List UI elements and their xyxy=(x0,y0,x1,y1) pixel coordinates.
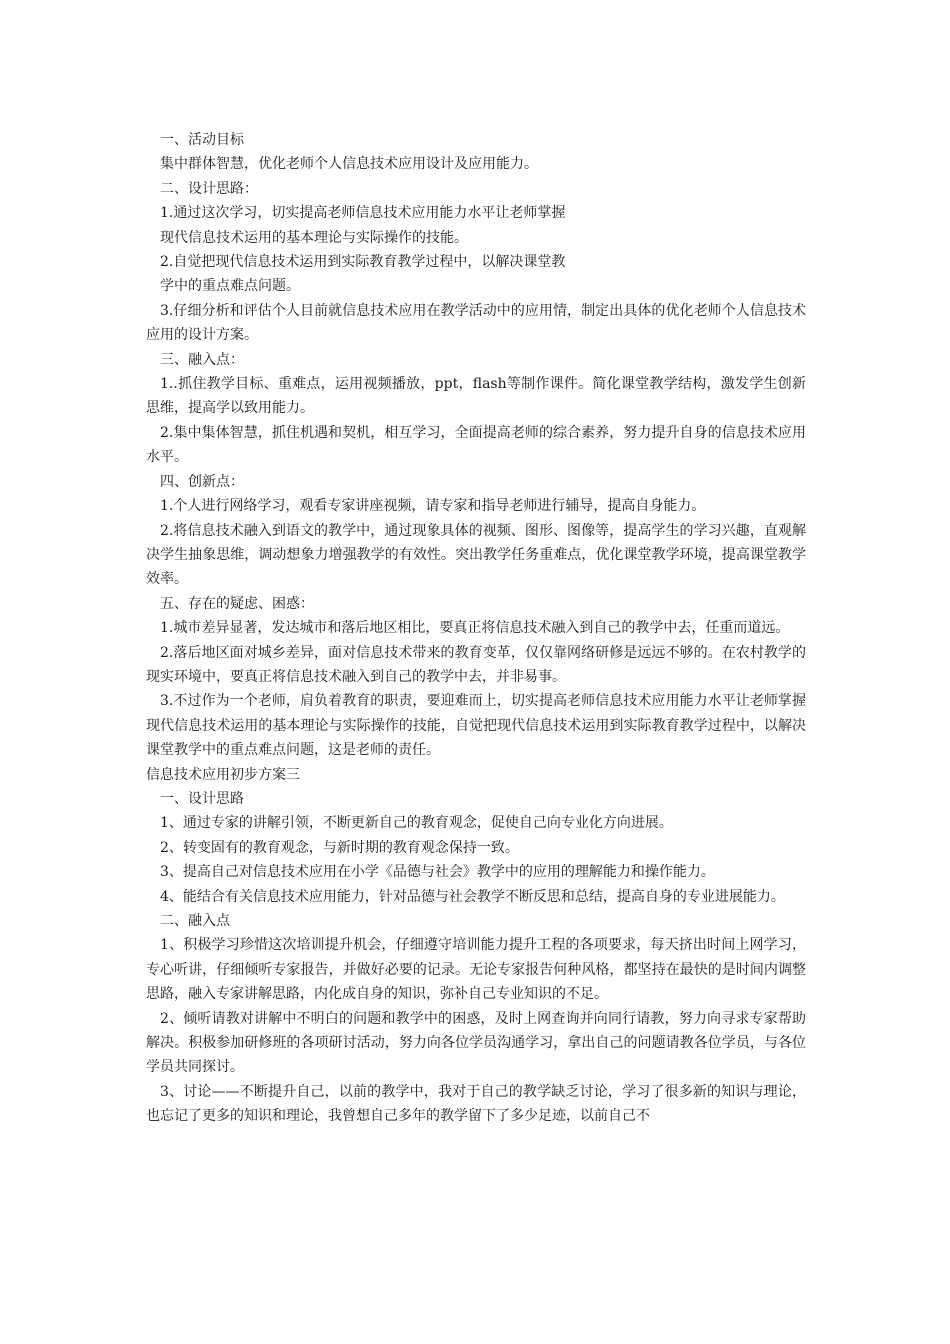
heading-design-idea: 二、设计思路： xyxy=(160,180,258,197)
heading-innovation-point: 四、创新点： xyxy=(160,473,244,490)
paragraph: 3.不过作为一个老师，肩负着教育的职责，要迎难而上，切实提高老师信息技术应用能力水平让老师掌握现代信息技术运用的基本理论与实际操作的技能，自觉把现代信息技术运用到实际教育教学过程中，以解决课堂教学中的重点难点问题，这是老师的责任。 xyxy=(146,693,806,759)
paragraph: 学中的重点难点问题。 xyxy=(160,278,300,295)
heading-design-idea-2: 一、设计思路 xyxy=(160,790,244,807)
heading-doubts: 五、存在的疑虑、困惑： xyxy=(160,595,314,612)
paragraph: 1.通过这次学习，切实提高老师信息技术应用能力水平让老师掌握 xyxy=(160,205,566,222)
paragraph: 4、能结合有关信息技术应用能力，针对品德与社会教学不断反思和总结，提高自身的专业进展能力。 xyxy=(160,888,785,905)
paragraph: 3.仔细分析和评估个人目前就信息技术应用在教学活动中的应用情，制定出具体的优化老师个人信息技术应用的设计方案。 xyxy=(146,302,806,344)
document-body xyxy=(146,128,806,1129)
heading-integration-point-2: 二、融入点 xyxy=(160,913,230,929)
section-title-plan-three: 信息技术应用初步方案三 xyxy=(146,766,300,783)
paragraph: 3、讨论——不断提升自己，以前的教学中，我对于自己的教学缺乏讨论，学习了很多新的知识与理论，也忘记了更多的知识和理论，我曾想自己多年的教学留下了多少足迹，以前自己不 xyxy=(146,1083,806,1125)
paragraph: 1、通过专家的讲解引领，不断更新自己的教育观念，促使自己向专业化方向进展。 xyxy=(160,815,673,832)
paragraph: 2.集中集体智慧，抓住机遇和契机，相互学习，全面提高老师的综合素养，努力提升自身的信息技术应用水平。 xyxy=(146,424,806,466)
paragraph: 2.落后地区面对城乡差异，面对信息技术带来的教育变革，仅仅靠网络研修是远远不够的。在农村教学的现实环境中，要真正将信息技术融入到自己的教学中去，并非易事。 xyxy=(146,644,806,685)
paragraph: 2、转变固有的教育观念，与新时期的教育观念保持一致。 xyxy=(160,839,519,856)
paragraph: 集中群体智慧，优化老师个人信息技术应用设计及应用能力。 xyxy=(160,156,538,173)
paragraph: 1..抓住教学目标、重难点，运用视频播放，ppt，flash等制作课件。简化课堂教学结构，激发学生创新思维，提高学以致用能力。 xyxy=(146,376,806,417)
paragraph: 现代信息技术运用的基本理论与实际操作的技能。 xyxy=(160,229,468,246)
heading-integration-point: 三、融入点： xyxy=(160,351,244,368)
paragraph: 1.个人进行网络学习，观看专家讲座视频，请专家和指导老师进行辅导，提高自身能力。 xyxy=(160,498,706,515)
paragraph: 2.自觉把现代信息技术运用到实际教育教学过程中，以解决课堂教 xyxy=(160,254,566,271)
paragraph: 1.城市差异显著，发达城市和落后地区相比，要真正将信息技术融入到自己的教学中去，任重而道远。 xyxy=(160,620,790,637)
paragraph: 1、积极学习珍惜这次培训提升机会，仔细遵守培训能力提升工程的各项要求，每天挤出时间上网学习，专心听讲，仔细倾听专家报告，并做好必要的记录。无论专家报告何种风格，都坚持在最快的是时间内调整思路，融入专家讲解思路，内化成自身的知识，弥补自己专业知识的不足。 xyxy=(146,937,806,1003)
paragraph: 2、倾听请教对讲解中不明白的问题和教学中的困惑，及时上网查询并向同行请教，努力向寻求专家帮助解决。积极参加研修班的各项研讨活动，努力向各位学员沟通学习，拿出自己的问题请教各位学员，与各位学员共同探讨。 xyxy=(146,1010,806,1076)
paragraph: 2.将信息技术融入到语文的教学中，通过现象具体的视频、图形、图像等，提高学生的学习兴趣，直观解决学生抽象思维，调动想象力增强教学的有效性。突出教学任务重难点，优化课堂教学环境，提高课堂教学效率。 xyxy=(146,522,806,588)
heading-activity-goal: 一、活动目标 xyxy=(160,132,244,148)
paragraph: 3、提高自己对信息技术应用在小学《品德与社会》教学中的应用的理解能力和操作能力。 xyxy=(160,864,715,881)
